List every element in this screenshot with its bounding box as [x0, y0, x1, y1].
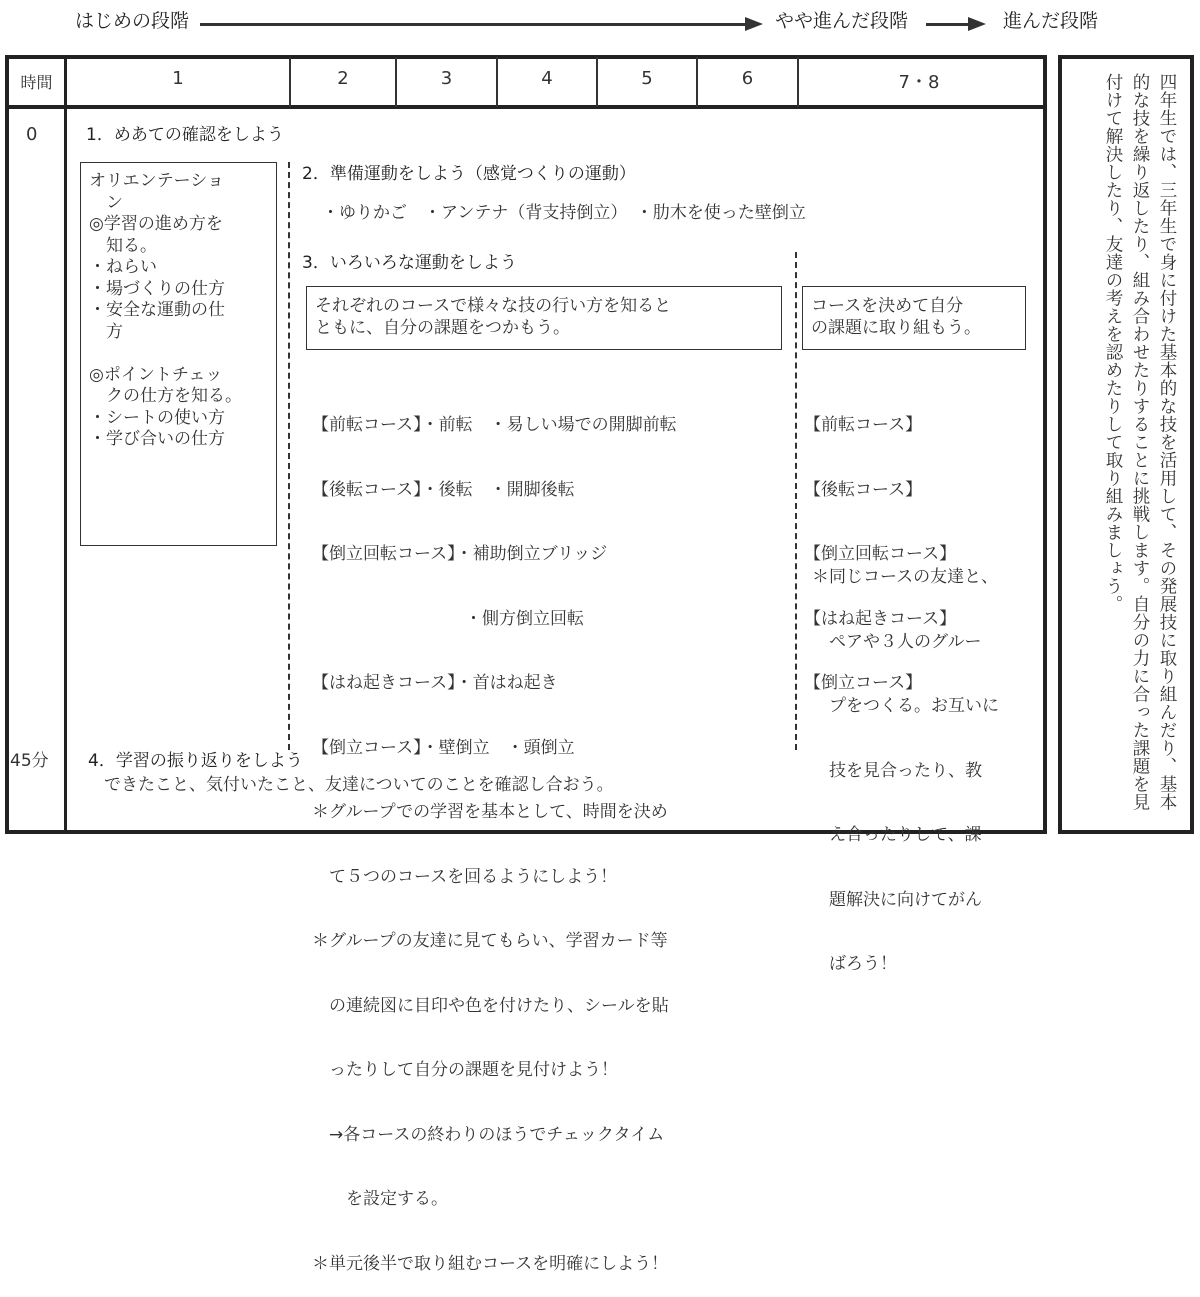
advanced-stage-text: 四年生では、三年生で身に付けた基本的な技を活用して、その発展技に取り組んだり、基本的な技を繰り返したり、組み合わせたりすることに挑戦します。自分の力に合った課題を見付けて解決したり、友達の考えを認めたりして取り組みましょう。 [1103, 73, 1177, 811]
header-col-6: 6 [741, 68, 754, 89]
late-note: え合ったりして、課 [812, 825, 982, 845]
early-goal-box [306, 286, 782, 350]
orientation-line: ・ねらい [89, 257, 157, 277]
early-course-list [312, 372, 677, 1297]
stage-label-somewhat-advanced: やや進んだ段階 [775, 10, 909, 32]
header-col-1: 1 [172, 68, 184, 89]
header-time: 時間 [20, 73, 53, 92]
late-course-item: 【はね起きコース】 [804, 608, 957, 629]
stage-label-advanced: 進んだ段階 [1003, 10, 1099, 32]
header-col-2: 2 [337, 68, 349, 89]
orientation-line: クの仕方を知る。 [89, 386, 242, 406]
orientation-line: 方 [89, 321, 123, 342]
orientation-line: ・学び合いの仕方 [89, 429, 225, 449]
early-note: →各コースの終わりのほうでチェックタイム [312, 1124, 665, 1145]
orientation-line: ◎ポイントチェッ [89, 364, 223, 385]
early-course-item: 【後転コース】・後転 ・開脚後転 [312, 479, 575, 500]
late-notes [812, 524, 999, 997]
orientation-line: 知る。 [89, 235, 157, 256]
section4-body: できたこと、気付いたこと、友達についてのことを確認し合おう。 [104, 775, 614, 795]
early-note: の連続図に目印や色を付けたり、シールを貼 [312, 995, 669, 1016]
early-goal-line: ともに、自分の課題をつかもう。 [315, 318, 570, 338]
late-course-item: 【後転コース】 [804, 479, 923, 500]
late-note: 題解決に向けてがん [812, 889, 982, 910]
early-course-item: 【前転コース】・前転 ・易しい場での開脚前転 [312, 415, 677, 435]
orientation-box [80, 162, 277, 546]
stage-label-beginning: はじめの段階 [75, 10, 190, 32]
header-col-5: 5 [641, 68, 653, 89]
late-goal-box [802, 286, 1026, 350]
section3-title: 3．いろいろな運動をしよう [302, 253, 517, 273]
section2-items: ・ゆりかご ・アンテナ（背支持倒立） ・肋木を使った壁倒立 [322, 203, 806, 223]
early-course-item: 【はね起きコース】・首はね起き [312, 673, 558, 693]
time-start: 0 [26, 124, 38, 145]
dashed-divider-right [795, 252, 797, 750]
section2-title: 2．準備運動をしよう（感覚つくりの運動） [302, 164, 636, 184]
stage-arrow-line-1 [200, 23, 745, 26]
orientation-line: ン [89, 192, 123, 213]
early-note: ったりして自分の課題を見付けよう！ [312, 1060, 618, 1080]
dashed-divider-left [288, 162, 290, 750]
orientation-line: オリエンテーショ [89, 171, 224, 191]
early-note: を設定する。 [312, 1189, 448, 1209]
late-note: ペアや３人のグルー [812, 631, 982, 652]
stage-arrow-line-2 [926, 23, 970, 26]
late-course-item: 【倒立コース】 [804, 673, 923, 693]
header-col-3: 3 [440, 68, 453, 89]
late-course-item: 【倒立回転コース】 [804, 544, 957, 564]
time-column-divider [64, 57, 67, 830]
late-note: 技を見合ったり、教 [812, 760, 982, 781]
arrow-right-icon [968, 17, 986, 31]
orientation-line: ・シートの使い方 [89, 407, 225, 428]
orientation-spacer [89, 343, 242, 365]
header-col-7-8: 7・8 [898, 72, 940, 93]
early-course-item: ・側方倒立回転 [312, 608, 584, 629]
section4-title: 4．学習の振り返りをしよう [88, 751, 303, 771]
late-goal-line: の課題に取り組もう。 [811, 318, 981, 338]
orientation-line: ・場づくりの仕方 [89, 278, 225, 299]
early-note: ＊グループでの学習を基本として、時間を決め [312, 802, 668, 822]
section1-title: 1．めあての確認をしよう [86, 125, 284, 145]
orientation-line: ◎学習の進め方を [89, 214, 223, 234]
early-note: ＊グループの友達に見てもらい、学習カード等 [312, 931, 668, 951]
late-note: ばろう！ [812, 954, 897, 974]
arrow-right-icon [745, 17, 763, 31]
header-col-4: 4 [541, 68, 553, 89]
late-note: ＊同じコースの友達と、 [812, 567, 999, 587]
early-note: ＊単元後半で取り組むコースを明確にしよう！ [312, 1253, 669, 1274]
advanced-stage-box [1058, 55, 1194, 834]
early-course-item: 【倒立コース】・壁倒立 ・頭倒立 [312, 737, 575, 758]
orientation-line: ・安全な運動の仕 [89, 300, 225, 320]
time-end: 45分 [10, 751, 49, 771]
header-divider [5, 105, 1047, 109]
late-goal-line: コースを決めて自分 [811, 296, 964, 316]
early-note: て５つのコースを回るようにしよう！ [312, 866, 618, 887]
late-note: プをつくる。お互いに [812, 696, 999, 716]
early-goal-line: それぞれのコースで様々な技の行い方を知ると [315, 296, 672, 316]
late-course-item: 【前転コース】 [804, 415, 923, 435]
early-course-item: 【倒立回転コース】・補助倒立ブリッジ [312, 544, 608, 564]
